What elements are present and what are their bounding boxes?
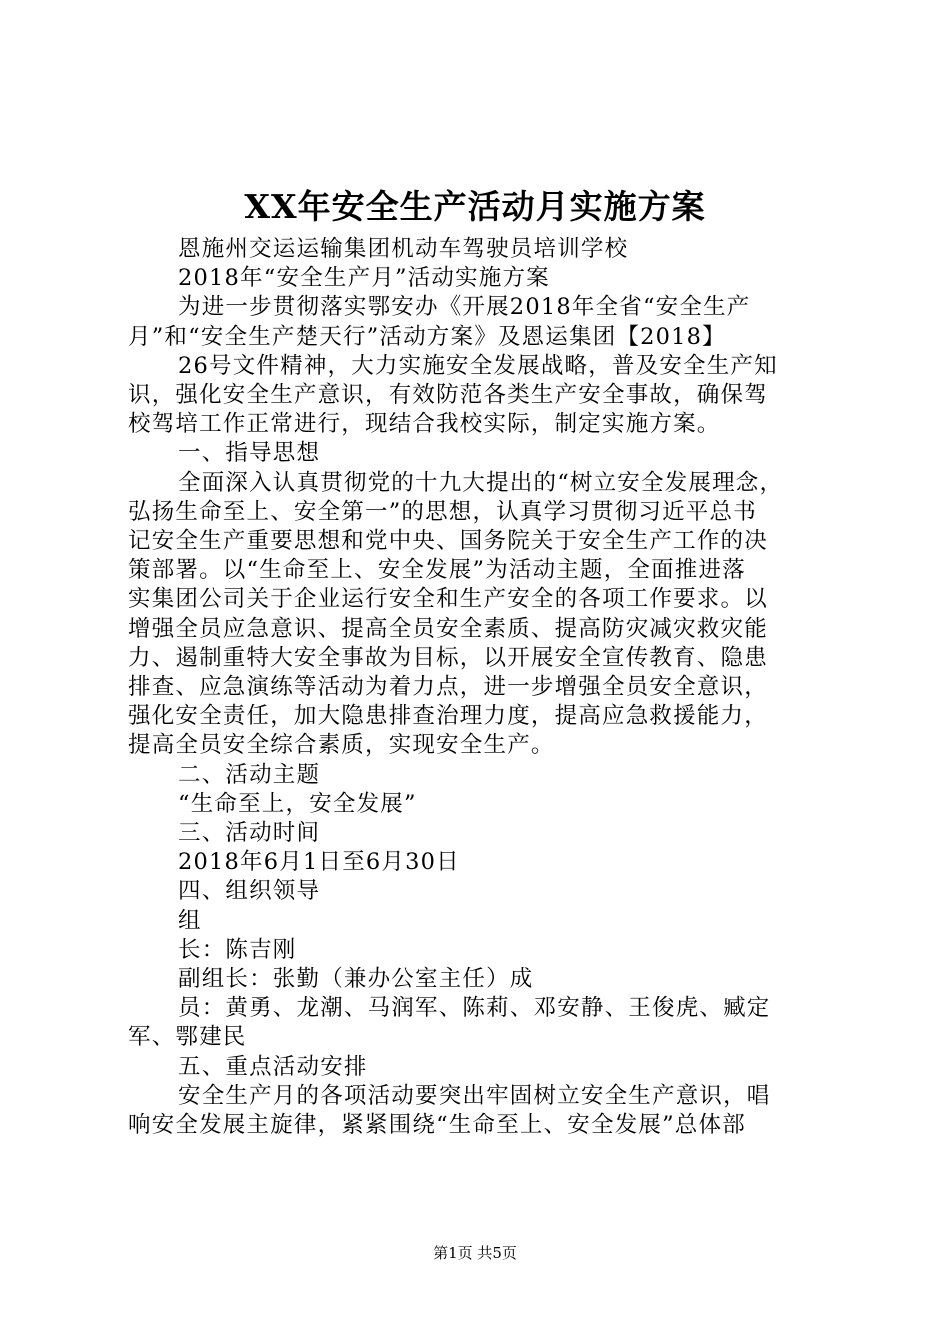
section-heading-time: 三、活动时间 <box>178 820 321 847</box>
members-line-continued: 军、鄂建民 <box>128 1024 247 1051</box>
paragraph-line: 为进一步贯彻落实鄂安办《开展2018年全省“安全生产 <box>178 294 751 321</box>
paragraph-line: 策部署。以“生命至上、安全发展”为活动主题，全面推进落 <box>128 557 746 584</box>
paragraph-line: 弘扬生命至上、安全第一”的思想，认真学习贯彻习近平总书 <box>128 498 757 525</box>
paragraph-line: 安全生产月的各项活动要突出牢固树立安全生产意识，唱 <box>178 1082 771 1109</box>
paragraph-line: 排查、应急演练等活动为着力点，进一步增强全员安全意识， <box>128 674 768 701</box>
members-line: 员：黄勇、龙潮、马润军、陈莉、邓安静、王俊虎、臧定 <box>178 995 771 1022</box>
paragraph-line: 提高全员安全综合素质，实现安全生产。 <box>128 732 555 759</box>
document-body <box>128 235 834 1140</box>
leader-label-part: 组 <box>178 907 202 934</box>
paragraph-line: 校驾培工作正常进行，现结合我校实际，制定实施方案。 <box>128 411 721 438</box>
paragraph-line: 识，强化安全生产意识，有效防范各类生产安全事故，确保驾 <box>128 382 768 409</box>
section-heading-theme: 二、活动主题 <box>178 761 321 788</box>
theme-slogan: “生命至上，安全发展” <box>178 790 417 817</box>
paragraph-line: 力、遏制重特大安全事故为目标，以开展安全宣传教育、隐患 <box>128 644 768 671</box>
leader-name-line: 长：陈吉刚 <box>178 936 297 963</box>
paragraph-line: 记安全生产重要思想和党中央、国务院关于安全生产工作的决 <box>128 528 768 555</box>
paragraph-line: 实集团公司关于企业运行安全和生产安全的各项工作要求。以 <box>128 586 768 613</box>
paragraph-line: 增强全员应急意识、提高全员安全素质、提高防灾减灾救灾能 <box>128 615 768 642</box>
page-number-footer: 第1页 共5页 <box>433 1244 517 1262</box>
document-title: XX年安全生产活动月实施方案 <box>244 187 706 226</box>
paragraph-line: 月”和“安全生产楚天行”活动方案》及恩运集团【2018】 <box>128 323 726 350</box>
school-name-line: 恩施州交运运输集团机动车驾驶员培训学校 <box>178 236 629 262</box>
paragraph-line: 强化安全责任，加大隐患排查治理力度，提高应急救援能力， <box>128 703 768 730</box>
section-heading-key-activities: 五、重点活动安排 <box>178 1053 368 1080</box>
section-heading-leadership: 四、组织领导 <box>178 878 321 905</box>
section-heading-guiding-thought: 一、指导思想 <box>178 440 321 467</box>
plan-subtitle-line: 2018年“安全生产月”活动实施方案 <box>178 265 550 292</box>
paragraph-line: 26号文件精神，大力实施安全发展战略，普及安全生产知 <box>178 352 778 379</box>
paragraph-line: 响安全发展主旋律，紧紧围绕“生命至上、安全发展”总体部 <box>128 1112 746 1139</box>
deputy-leader-line: 副组长：张勤（兼办公室主任）成 <box>178 966 534 993</box>
activity-date-range: 2018年6月1日至6月30日 <box>178 849 460 876</box>
paragraph-line: 全面深入认真贯彻党的十九大提出的“树立安全发展理念， <box>178 469 784 496</box>
